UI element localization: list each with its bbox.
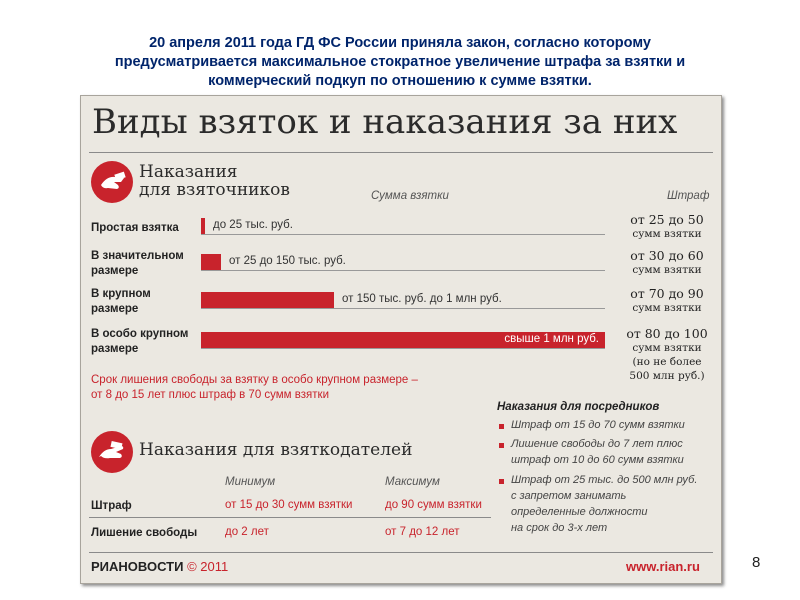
fine-main: от 25 до 50 (630, 212, 704, 227)
category-label: Простая взятка (91, 222, 179, 234)
fine-sub: сумм взятки (632, 342, 702, 354)
infographic-card (80, 95, 722, 584)
givers-row-prison-label: Лишение свободы (91, 527, 198, 539)
section-givers-title: Наказания для взяткодателей (139, 440, 413, 460)
slide-number: 8 (752, 554, 761, 571)
logo-text: РИАНОВОСТИ (91, 559, 184, 574)
table-divider (89, 517, 491, 518)
category-label: В особо крупном (91, 328, 189, 340)
column-fine: Штраф (667, 190, 710, 202)
bar (201, 254, 221, 270)
bar-baseline (201, 348, 605, 349)
intermediary-item-3c: определенные должности (511, 506, 648, 518)
slide-caption (0, 34, 800, 91)
bar-label: от 25 до 150 тыс. руб. (229, 255, 346, 267)
column-minimum: Минимум (225, 476, 276, 488)
fine-sub: сумм взятки (632, 302, 702, 314)
column-maximum: Максимум (385, 476, 440, 488)
fine-main: от 30 до 60 (630, 248, 704, 263)
section-takers-title-2: для взяточников (139, 180, 290, 200)
bribe-takers-chart (81, 96, 721, 396)
category-label: В крупном (91, 288, 151, 300)
bullet-icon (499, 424, 504, 429)
column-bribe-sum: Сумма взятки (371, 190, 449, 202)
red-note-line-2: от 8 до 15 лет плюс штраф в 70 сумм взятки (91, 389, 329, 401)
fine-sub: сумм взятки (632, 228, 702, 240)
givers-row-fine-min: от 15 до 30 сумм взятки (225, 499, 353, 511)
bar-label: от 150 тыс. руб. до 1 млн руб. (342, 293, 502, 305)
fine-label (619, 326, 715, 383)
givers-row-fine-label: Штраф (91, 500, 132, 512)
bar (201, 292, 334, 308)
fine-main: от 80 до 100 (626, 326, 708, 341)
bar-baseline (201, 270, 605, 271)
fine-sub: 500 млн руб.) (629, 370, 705, 382)
bar-label: до 25 тыс. руб. (213, 219, 293, 231)
category-label: В значительном (91, 250, 184, 262)
caption-line-3: коммерческий подкуп по отношению к сумме взятки. (208, 73, 592, 89)
category-label: размере (91, 303, 139, 315)
fine-label (619, 248, 715, 277)
intermediary-item-3b: с запретом занимать (511, 490, 627, 502)
bullet-icon (499, 479, 504, 484)
bar-baseline (201, 308, 605, 309)
givers-row-prison-max: от 7 до 12 лет (385, 526, 460, 538)
intermediary-item-3d: на срок до 3-х лет (511, 522, 608, 534)
fine-sub: (но не более (632, 356, 702, 368)
copyright: © 2011 (187, 559, 229, 574)
fine-main: от 70 до 90 (630, 286, 704, 301)
fine-sub: сумм взятки (632, 264, 702, 276)
bar-label: свыше 1 млн руб. (504, 333, 599, 345)
givers-row-fine-max: до 90 сумм взятки (385, 499, 482, 511)
footer-divider (89, 552, 713, 553)
intermediary-item-2b: штраф от 10 до 60 сумм взятки (511, 454, 684, 466)
intermediary-item-2a: Лишение свободы до 7 лет плюс (511, 438, 683, 450)
intermediary-item-3a: Штраф от 25 тыс. до 500 млн руб. (511, 474, 698, 486)
footer-url[interactable]: www.rian.ru (626, 559, 700, 574)
category-label: размере (91, 265, 139, 277)
section-takers-title-1: Наказания (139, 162, 238, 182)
category-label: размере (91, 343, 139, 355)
bar (201, 218, 205, 234)
intermediary-item-1: Штраф от 15 до 70 сумм взятки (511, 419, 685, 431)
infographic-title: Виды взяток и наказания за них (92, 102, 678, 142)
bribe-giver-icon (91, 431, 133, 473)
rianovosti-logo (91, 559, 228, 574)
givers-row-prison-min: до 2 лет (225, 526, 269, 538)
caption-line-1: 20 апреля 2011 года ГД ФС России приняла закон, согласно которому (149, 35, 651, 51)
fine-label (619, 212, 715, 241)
bar-baseline (201, 234, 605, 235)
fine-label (619, 286, 715, 315)
red-note-line-1: Срок лишения свободы за взятку в особо крупном размере – (91, 374, 418, 386)
bullet-icon (499, 443, 504, 448)
caption-line-2: предусматривается максимальное стократное увеличение штрафа за взятки и (114, 54, 686, 70)
intermediaries-title: Наказания для посредников (497, 401, 660, 413)
